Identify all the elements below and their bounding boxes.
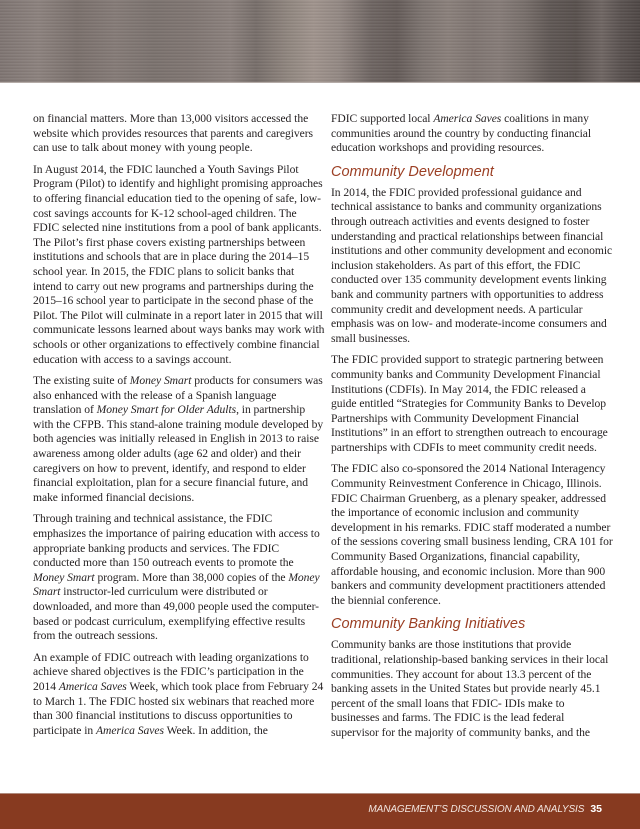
paragraph: The FDIC also co-sponsored the 2014 National Interagency Community Reinvestment Conference in Chicago, Illinois. FDIC Chairman Gruenberg, as a plenary speaker, addressed the importance of economic inclusion and community development in his remarks. FDIC staff moderated a number of the sessions covering small business lending, CRA 101 for Community Based Organizations, financial capability, affordable housing, and economic inclusion. More than 900 bankers and community development practitioners attended the biennial conference. [331,462,613,607]
paragraph [33,651,325,739]
italic-title: Money Smart for Older Adults [96,403,237,417]
paragraph: The FDIC provided support to strategic partnering between community banks and Community Development Financial Institutions (CDFIs). In May 2014, the FDIC released a guide entitled “Strategies for Community Banks to Develop Partnerships with Community Development Financial Institutions” in an effort to strengthen outreach to encourage partnerships with CDFIs to meet community credit needs. [331,353,608,454]
text-run: program. More than 38,000 copies of the [94,570,289,584]
footer-bar [0,793,640,829]
text-run: Through training and technical assistance, the FDIC emphasizes the importance of pairing education with access to appropriate banking products and services. The FDIC conducted more than 150 outreach events to promote the [33,512,320,570]
paragraph: In 2014, the FDIC provided professional guidance and technical assistance to banks and community organizations through outreach activities and events designed to foster understanding and practical relationships between financial institutions and other community development and economic inclusion stakeholders. As part of this effort, the FDIC conducted over 135 community development events linking bank and community partners with opportunities to address community credit and development needs. A particular emphasis was on low- and moderate-income consumers and small businesses. [331,185,613,345]
text-run: The existing suite of [33,374,130,388]
text-run: coalitions in many communities around the country by conducting financial education workshops and providing resources. [331,112,592,155]
paragraph [33,512,325,643]
italic-title: Money Smart [33,570,320,599]
section-heading-community-banking-initiatives: Community Banking Initiatives [331,616,526,633]
right-column [331,112,613,748]
italic-title: America Saves [96,723,164,737]
italic-title: Money Smart [129,374,192,388]
italic-title: Money Smart [33,570,95,584]
paragraph: In August 2014, the FDIC launched a Youth Savings Pilot Program (Pilot) to identify and highlight promising approaches to offering financial education tied to the opening of safe, low-cost savings accounts for K-12 school-aged children. The FDIC selected nine institutions from a pool of bank applicants. The Pilot’s first phase covers existing partnerships between institutions and schools that are in place during the 2014–15 school year. In 2015, the FDIC plans to solicit banks that intend to carry out new programs and partnerships during the 2015–16 school year to participate in the second phase of the Pilot. The Pilot will culminate in a report later in 2015 that will communicate lessons learned about ways banks may work with schools or other organizations to effectively combine financial education with access to a savings account. [33,162,325,366]
text-run: , in partnership with the CFPB. This stand-alone training module developed by both agencies was initially released in English in 2013 to raise awareness among older adults (age 62 and older) and their caregivers on how to prevent, identify, and respond to elder financial exploitation, plan for a secure financial future, and make informed financial decisions. [33,403,324,504]
text-run: Week, which took place from February 24 to March 1. The FDIC hosted six webinars that reached more than 300 financial institutions to discuss opportunities to participate in [33,679,324,737]
running-footer [368,803,602,815]
paragraph [331,112,613,156]
left-column [33,112,325,748]
text-run: An example of FDIC outreach with leading organizations to achieve shared objectives is the FDIC’s participation in the 2014 [33,650,309,693]
footer-section-title: MANAGEMENT’S DISCUSSION AND ANALYSIS [368,804,585,815]
paragraph [33,374,325,505]
text-run: FDIC supported local [331,112,434,125]
header-decorative-band [0,0,640,83]
body-columns [33,112,613,748]
italic-title: America Saves [433,112,502,125]
text-run: products for consumers was also enhanced with the release of a Spanish language translation of [33,374,323,417]
paragraph: on financial matters. More than 13,000 visitors accessed the website which provides resources that parents and caregivers can use to talk about money with young people. [33,112,313,155]
section-heading-community-development: Community Development [331,163,494,180]
paragraph: Community banks are those institutions that provide traditional, relationship-based banking services in their local communities. They account for about 13.3 percent of the banking assets in the United States but provide nearly 45.1 percent of the small loans that FDIC- IDIs make to businesses and farms. The FDIC is the lead federal supervisor for the majority of community banks, and the [331,638,609,739]
text-run: Week. In addition, the [163,723,268,737]
text-run: instructor-led curriculum were distributed or downloaded, and more than 49,000 people used the computer-based or podcast curriculum, exemplifying effective results from the outreach sessions. [33,585,319,643]
page-number: 35 [590,803,602,815]
italic-title: America Saves [58,679,127,693]
